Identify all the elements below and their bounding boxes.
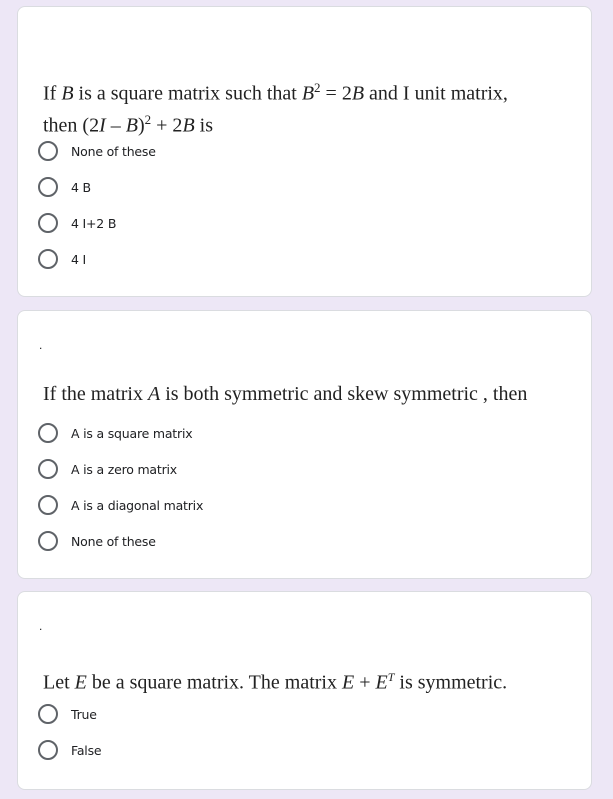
q1-option-4[interactable] (38, 248, 86, 270)
option-label: None of these (71, 533, 156, 549)
radio-button[interactable] (38, 531, 58, 551)
q1-option-1[interactable] (38, 140, 156, 162)
question-2-text: If the matrix A is both symmetric and skew symmetric , then (43, 383, 528, 405)
radio-button[interactable] (38, 141, 58, 161)
radio-button[interactable] (38, 740, 58, 760)
radio-button[interactable] (38, 249, 58, 269)
q1-option-3[interactable] (38, 212, 116, 234)
question-3-text: Let E be a square matrix. The matrix $E + E^T$ is symmetric. (43, 670, 508, 694)
radio-button[interactable] (38, 459, 58, 479)
q3-option-1[interactable] (38, 703, 97, 725)
option-label: 4 I+2 B (71, 215, 117, 231)
radio-button[interactable] (38, 423, 58, 443)
radio-button[interactable] (38, 213, 58, 233)
q3-option-2[interactable] (38, 739, 101, 761)
option-label: A is a square matrix (71, 425, 193, 441)
q2-option-3[interactable] (38, 494, 203, 516)
question-card-2 (17, 310, 592, 579)
option-label: True (71, 706, 97, 722)
question-marker: . (39, 619, 43, 633)
question-card-1 (17, 6, 592, 297)
radio-button[interactable] (38, 704, 58, 724)
q2-option-2[interactable] (38, 458, 177, 480)
option-label: None of these (71, 143, 156, 159)
question-1-text: If B is a square matrix such that $B^2 = 2B$ and I unit matrix, then (2I – B)$^2$ + 2B is (43, 80, 508, 137)
question-marker: . (39, 338, 43, 352)
q1-option-2[interactable] (38, 176, 91, 198)
option-label: False (71, 742, 102, 758)
option-label: 4 I (71, 251, 87, 267)
radio-button[interactable] (38, 177, 58, 197)
option-label: 4 B (71, 179, 91, 195)
option-label: A is a zero matrix (71, 461, 178, 477)
q2-option-4[interactable] (38, 530, 156, 552)
radio-button[interactable] (38, 495, 58, 515)
question-card-3 (17, 591, 592, 790)
q2-option-1[interactable] (38, 422, 192, 444)
option-label: A is a diagonal matrix (71, 497, 204, 513)
